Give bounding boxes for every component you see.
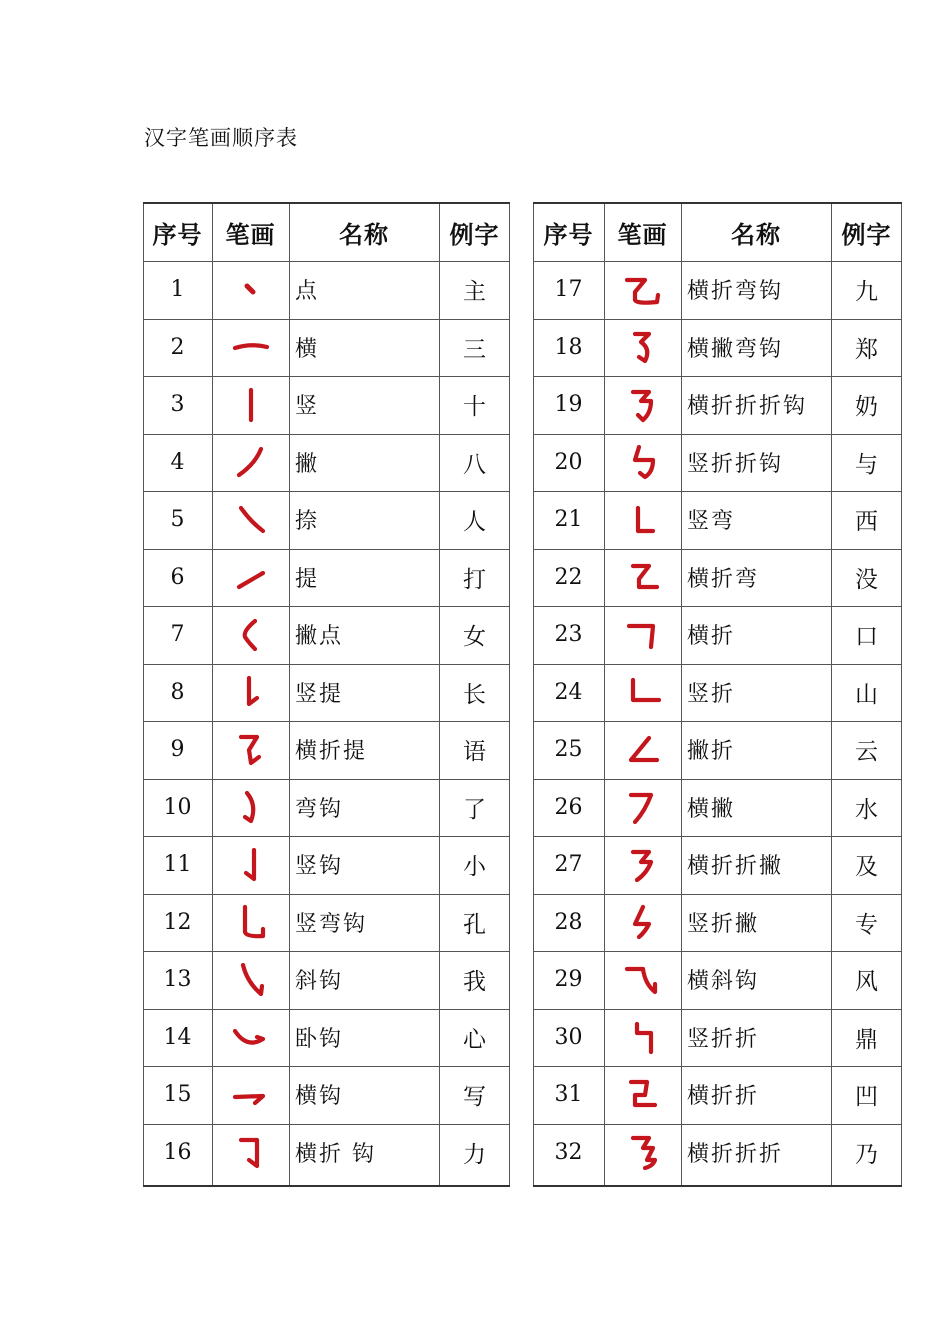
shuwangou-stroke-icon	[212, 894, 289, 952]
example-character: 及	[855, 854, 878, 881]
example-character: 没	[855, 566, 878, 593]
example-character: 风	[855, 969, 878, 996]
shuzhezhe-stroke-icon	[604, 1009, 681, 1067]
stroke-name: 横钩	[295, 1084, 344, 1110]
dian-stroke-icon	[229, 270, 273, 310]
stroke-name: 弯钩	[295, 796, 344, 822]
stroke-name: 横折提	[295, 739, 368, 765]
example-character: 水	[855, 796, 878, 823]
xiegou-stroke-icon	[212, 951, 289, 1009]
row-number: 12	[163, 909, 192, 935]
stroke-name: 横斜钩	[687, 969, 760, 995]
table-left-half	[143, 202, 510, 1187]
row-number: 30	[554, 1024, 583, 1050]
header-name: 名称	[339, 220, 389, 249]
hengpiewangou-stroke-icon	[621, 327, 665, 367]
stroke-name: 撇	[295, 451, 320, 477]
example-character: 郑	[855, 336, 878, 363]
stroke-name: 竖折撇	[687, 911, 760, 937]
stroke-name: 横折折折	[687, 1141, 784, 1167]
pie-stroke-icon	[229, 442, 273, 482]
stroke-name: 提	[295, 566, 320, 592]
shuzhezhegou-stroke-icon	[604, 434, 681, 492]
row-number: 32	[554, 1139, 583, 1165]
shuzhezhe-stroke-icon	[621, 1017, 665, 1057]
example-character: 孔	[463, 911, 486, 938]
example-character: 山	[855, 681, 878, 708]
example-character: 三	[463, 336, 486, 363]
stroke-name: 横折弯	[687, 566, 760, 592]
stroke-name: 竖折折	[687, 1026, 760, 1052]
header-stroke: 笔画	[225, 220, 276, 249]
hengzhezhezhe-stroke-icon	[604, 1124, 681, 1182]
hengzhezhe-stroke-icon	[604, 1066, 681, 1124]
shuwangou-stroke-icon	[229, 902, 273, 942]
piezhe-stroke-icon	[621, 730, 665, 770]
na-stroke-icon	[229, 500, 273, 540]
example-character: 口	[855, 624, 878, 651]
row-number: 29	[554, 967, 583, 993]
example-character: 云	[855, 739, 878, 766]
example-character: 语	[463, 739, 486, 766]
hengpie-stroke-icon	[621, 787, 665, 827]
hengxiegou-stroke-icon	[604, 951, 681, 1009]
header-stroke: 笔画	[617, 220, 668, 249]
hengzhegou-stroke-icon	[212, 1124, 289, 1182]
stroke-name: 横折折撇	[687, 854, 784, 880]
example-character: 与	[855, 451, 878, 478]
shuzhe-stroke-icon	[621, 672, 665, 712]
example-character: 人	[463, 509, 486, 536]
heng-stroke-icon	[229, 327, 273, 367]
example-character: 专	[855, 911, 878, 938]
example-character: 心	[463, 1026, 486, 1053]
pie-stroke-icon	[212, 434, 289, 492]
stroke-order-table	[143, 202, 902, 1183]
stroke-name: 竖提	[295, 681, 344, 707]
shuti-stroke-icon	[212, 664, 289, 722]
hengzhewan-stroke-icon	[621, 557, 665, 597]
row-number: 24	[554, 679, 583, 705]
hengzhezhepie-stroke-icon	[621, 845, 665, 885]
shuwan-stroke-icon	[621, 500, 665, 540]
dian-stroke-icon	[212, 261, 289, 319]
row-number: 8	[170, 679, 185, 705]
hengzhezhe-stroke-icon	[621, 1075, 665, 1115]
row-number: 27	[554, 852, 583, 878]
example-character: 打	[463, 566, 486, 593]
hengzhegou-stroke-icon	[229, 1132, 273, 1172]
hengzhe-stroke-icon	[621, 615, 665, 655]
header-index: 序号	[152, 220, 203, 249]
row-number: 3	[170, 392, 185, 418]
wangou-stroke-icon	[229, 787, 273, 827]
row-number: 22	[554, 564, 583, 590]
row-number: 15	[163, 1082, 192, 1108]
row-number: 11	[163, 852, 192, 878]
row-number: 21	[554, 507, 583, 533]
example-character: 八	[463, 451, 486, 478]
xiegou-stroke-icon	[229, 960, 273, 1000]
header-example: 例字	[841, 220, 892, 249]
hengxiegou-stroke-icon	[621, 960, 665, 1000]
row-number: 9	[170, 737, 185, 763]
row-number: 28	[554, 909, 583, 935]
header-index: 序号	[543, 220, 594, 249]
stroke-name: 横折	[687, 624, 736, 650]
table-right-half	[533, 202, 902, 1187]
shugou-stroke-icon	[212, 836, 289, 894]
row-number: 14	[163, 1024, 192, 1050]
shuwan-stroke-icon	[604, 491, 681, 549]
piedian-stroke-icon	[229, 615, 273, 655]
shuzhepie-stroke-icon	[604, 894, 681, 952]
stroke-name: 横折弯钩	[687, 279, 784, 305]
hengpiewangou-stroke-icon	[604, 319, 681, 377]
hengzheti-stroke-icon	[229, 730, 273, 770]
stroke-name: 撇折	[687, 739, 736, 765]
stroke-name: 横	[295, 336, 320, 362]
stroke-name: 横折折折钩	[687, 394, 808, 420]
ti-stroke-icon	[212, 549, 289, 607]
example-character: 奶	[855, 394, 878, 421]
hengzhezhezhegou-stroke-icon	[621, 385, 665, 425]
row-number: 5	[170, 507, 185, 533]
wogou-stroke-icon	[229, 1017, 273, 1057]
stroke-name: 点	[295, 279, 320, 305]
row-number: 6	[170, 564, 185, 590]
row-number: 20	[554, 449, 583, 475]
stroke-name: 竖钩	[295, 854, 344, 880]
row-number: 31	[554, 1082, 583, 1108]
row-number: 23	[554, 622, 583, 648]
hengzhezhepie-stroke-icon	[604, 836, 681, 894]
example-character: 西	[855, 509, 878, 536]
stroke-name: 竖弯钩	[295, 911, 368, 937]
header-example: 例字	[449, 220, 500, 249]
row-number: 10	[163, 794, 192, 820]
heng-stroke-icon	[212, 319, 289, 377]
na-stroke-icon	[212, 491, 289, 549]
henggou-stroke-icon	[229, 1075, 273, 1115]
stroke-name: 横折 钩	[295, 1141, 376, 1167]
example-character: 写	[463, 1084, 486, 1111]
example-character: 乃	[855, 1141, 878, 1168]
row-number: 17	[554, 277, 583, 303]
wangou-stroke-icon	[212, 779, 289, 837]
header-name: 名称	[731, 220, 781, 249]
example-character: 我	[463, 969, 486, 996]
row-number: 4	[170, 449, 185, 475]
hengpie-stroke-icon	[604, 779, 681, 837]
example-character: 女	[463, 624, 486, 651]
stroke-name: 竖折折钩	[687, 451, 784, 477]
hengzhe-stroke-icon	[604, 606, 681, 664]
shu-stroke-icon	[229, 385, 273, 425]
row-number: 16	[163, 1139, 192, 1165]
stroke-name: 竖	[295, 394, 320, 420]
hengzhewangou-stroke-icon	[621, 270, 665, 310]
hengzhewan-stroke-icon	[604, 549, 681, 607]
stroke-name: 斜钩	[295, 969, 344, 995]
row-number: 25	[554, 737, 583, 763]
hengzhezhezhegou-stroke-icon	[604, 376, 681, 434]
hengzhezhezhe-stroke-icon	[621, 1132, 665, 1172]
row-number: 18	[554, 334, 583, 360]
row-number: 19	[554, 392, 583, 418]
stroke-name: 横撇	[687, 796, 736, 822]
stroke-name: 卧钩	[295, 1026, 344, 1052]
shuzhe-stroke-icon	[604, 664, 681, 722]
shuzhepie-stroke-icon	[621, 902, 665, 942]
henggou-stroke-icon	[212, 1066, 289, 1124]
stroke-name: 竖折	[687, 681, 736, 707]
example-character: 十	[463, 394, 486, 421]
example-character: 了	[463, 796, 486, 823]
example-character: 九	[855, 279, 878, 306]
example-character: 小	[463, 854, 486, 881]
row-number: 13	[163, 967, 192, 993]
hengzheti-stroke-icon	[212, 721, 289, 779]
row-number: 7	[170, 622, 185, 648]
example-character: 主	[463, 279, 486, 306]
example-character: 凹	[855, 1084, 878, 1111]
shu-stroke-icon	[212, 376, 289, 434]
wogou-stroke-icon	[212, 1009, 289, 1067]
hengzhewangou-stroke-icon	[604, 261, 681, 319]
stroke-name: 撇点	[295, 624, 344, 650]
example-character: 鼎	[855, 1026, 878, 1053]
ti-stroke-icon	[229, 557, 273, 597]
row-number: 2	[170, 334, 185, 360]
shuti-stroke-icon	[229, 672, 273, 712]
example-character: 力	[463, 1141, 486, 1168]
example-character: 长	[463, 681, 486, 708]
shugou-stroke-icon	[229, 845, 273, 885]
page-title: 汉字笔画顺序表	[144, 126, 298, 150]
piedian-stroke-icon	[212, 606, 289, 664]
stroke-name: 竖弯	[687, 509, 736, 535]
row-number: 1	[170, 277, 185, 303]
stroke-name: 横撇弯钩	[687, 336, 784, 362]
stroke-name: 捺	[295, 509, 320, 535]
piezhe-stroke-icon	[604, 721, 681, 779]
row-number: 26	[554, 794, 583, 820]
shuzhezhegou-stroke-icon	[621, 442, 665, 482]
stroke-name: 横折折	[687, 1084, 760, 1110]
